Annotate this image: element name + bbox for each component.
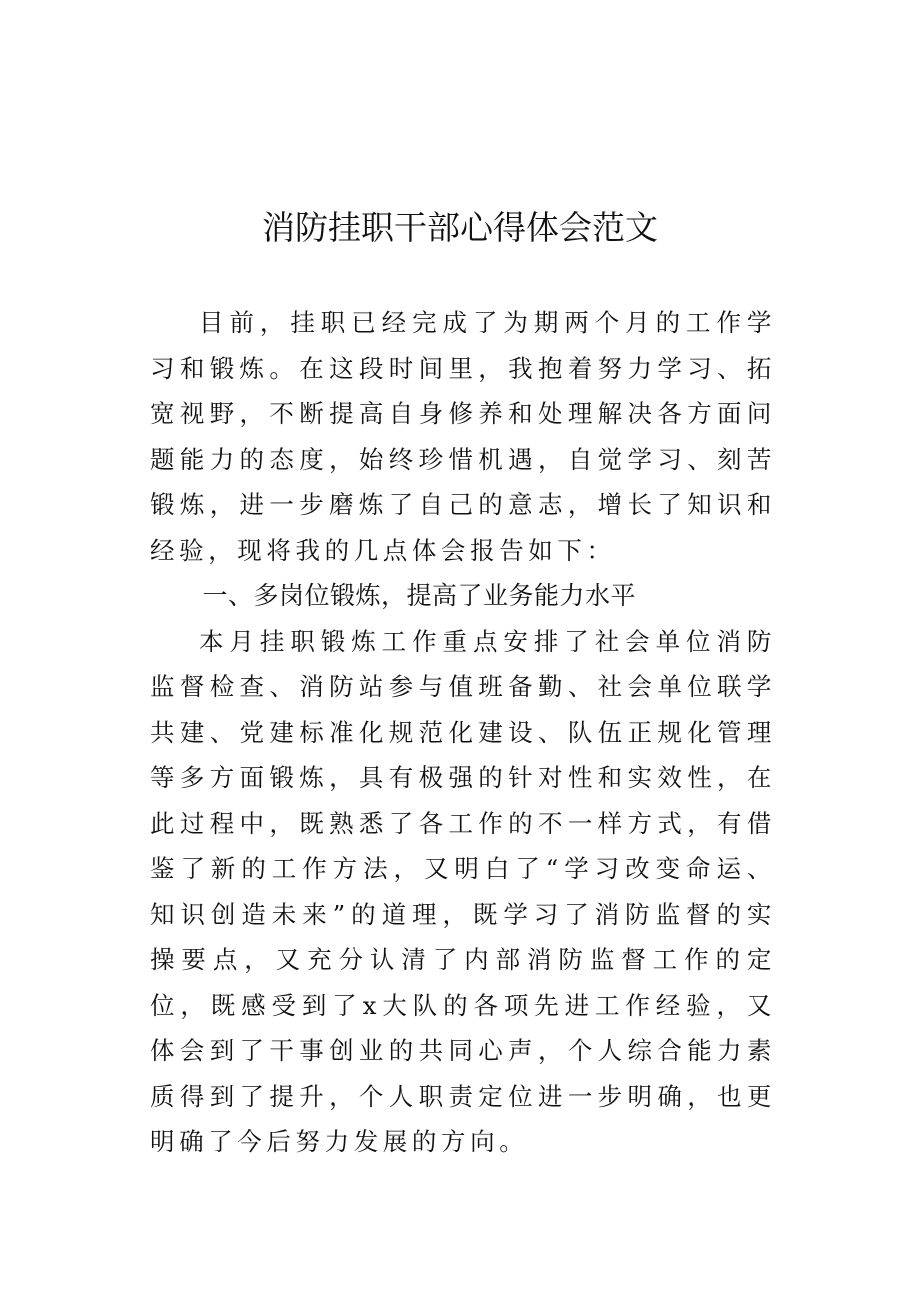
section-paragraph: 本月挂职锻炼工作重点安排了社会单位消防监督检查、消防站参与值班备勤、社会单位联学共建、党建标准化规范化建设、队伍正规化管理等多方面锻炼，具有极强的针对性和实效性，在此过程中，既熟悉了各工作的不一样方式，有借鉴了新的工作方法，又明白了“学习改变命运、知识创造未来”的道理，既学习了消防监督的实操要点，又充分认清了内部消防监督工作的定位，既感受到了x大队的各项先进工作经验，又体会到了干事创业的共同心声，个人综合能力素质得到了提升，个人职责定位进一步明确，也更明确了今后努力发展的方向。 <box>150 626 776 1156</box>
document-title: 消防挂职干部心得体会范文 <box>262 208 658 247</box>
section-heading: 一、多岗位锻炼，提高了业务能力水平 <box>202 581 637 610</box>
document-body <box>150 300 776 1165</box>
intro-paragraph: 目前，挂职已经完成了为期两个月的工作学习和锻炼。在这段时间里，我抱着努力学习、拓宽视野，不断提高自身修养和处理解决各方面问题能力的态度，始终珍惜机遇，自觉学习、刻苦锻炼，进一步磨炼了自己的意志，增长了知识和经验，现将我的几点体会报告如下： <box>150 308 776 565</box>
